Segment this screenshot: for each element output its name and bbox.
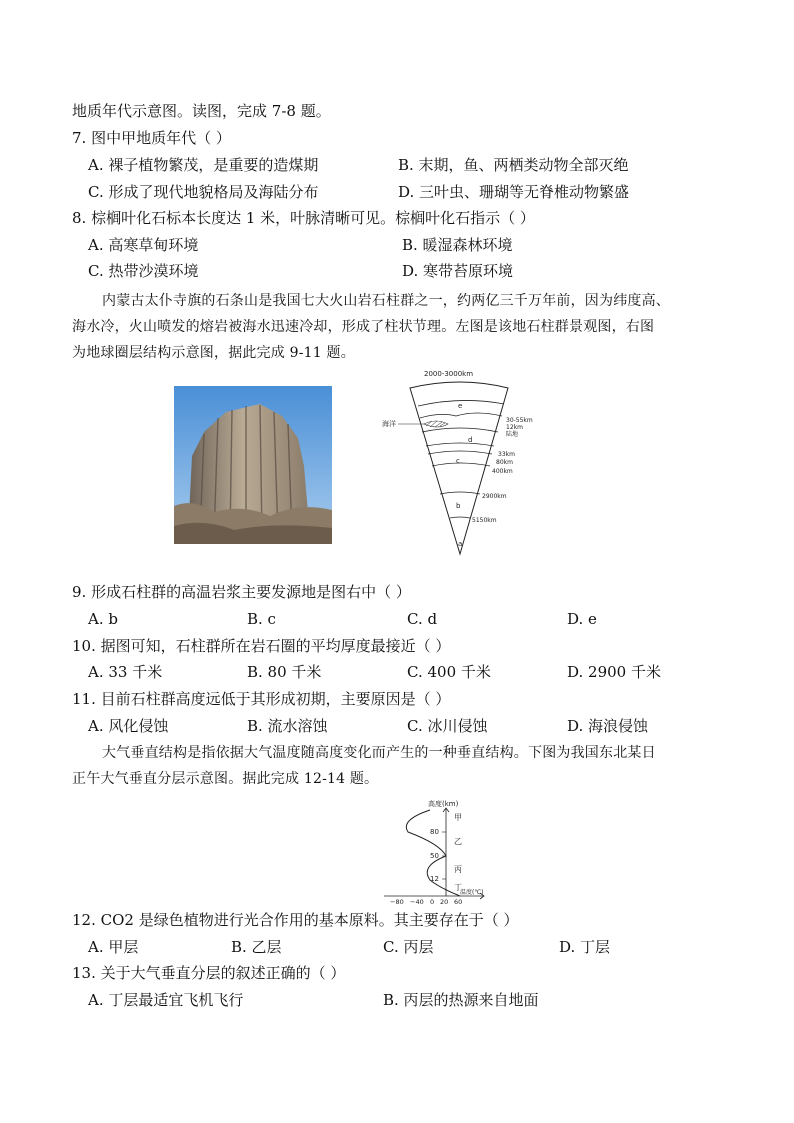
depth-80km: 80km xyxy=(496,459,513,466)
q13-stem: 13. 关于大气垂直分层的叙述正确的（ ） xyxy=(72,964,346,982)
temp-tick-60: 60 xyxy=(454,898,463,904)
passage-1 xyxy=(72,288,732,366)
q12-option-c: C. 丙层 xyxy=(383,938,434,956)
q10-option-c: C. 400 千米 xyxy=(407,663,491,681)
q8-stem: 8. 棕榈叶化石标本长度达 1 米，叶脉清晰可见。棕榈叶化石指示（ ） xyxy=(72,209,535,227)
depth-2900km: 2900km xyxy=(482,493,507,500)
depth-5150km: 5150km xyxy=(472,517,497,524)
earth-top-label: 2000-3000km xyxy=(424,370,474,378)
depth-33km: 33km xyxy=(498,451,515,458)
passage-1-line-1: 内蒙古太仆寺旗的石条山是我国七大火山岩石柱群之一，约两亿三千万年前，因为纬度高、 xyxy=(102,293,670,309)
q11-option-c: C. 冰川侵蚀 xyxy=(407,717,488,735)
height-tick-50: 50 xyxy=(430,852,439,860)
q12-option-d: D. 丁层 xyxy=(559,938,611,956)
q10-option-a: A. 33 千米 xyxy=(88,663,163,681)
q13-option-a: A. 丁层最适宜飞机飞行 xyxy=(88,991,244,1009)
temp-tick-minus-40: −40 xyxy=(410,898,424,904)
q10-option-d: D. 2900 千米 xyxy=(567,663,661,681)
q12-option-b: B. 乙层 xyxy=(231,938,282,956)
passage-1-line-2: 海水冷，火山喷发的熔岩被海水迅速冷却，形成了柱状节理。左图是该地石柱群景观图，右图 xyxy=(72,319,655,335)
atmosphere-diagram xyxy=(380,796,500,904)
layer-a-label: a xyxy=(458,540,463,548)
earth-sphere-diagram xyxy=(380,366,550,562)
q13-option-b: B. 丙层的热源来自地面 xyxy=(383,991,539,1009)
q10-option-b: B. 80 千米 xyxy=(247,663,322,681)
q8-option-b: B. 暖湿森林环境 xyxy=(402,236,513,254)
height-tick-80: 80 xyxy=(430,828,439,836)
height-axis-label: 高度(km) xyxy=(428,800,459,808)
q9-option-d: D. e xyxy=(567,610,597,628)
temp-tick-minus-80: −80 xyxy=(390,898,404,904)
height-tick-12: 12 xyxy=(430,875,439,883)
basalt-column-photo xyxy=(174,386,332,544)
layer-d-label: d xyxy=(468,436,473,444)
intro-fragment: 地质年代示意图。读图，完成 7-8 题。 xyxy=(72,102,331,120)
layer-yi-label: 乙 xyxy=(454,837,462,846)
layer-b-label: b xyxy=(456,502,461,510)
q8-option-d: D. 寒带苔原环境 xyxy=(402,262,514,280)
depth-12km: 12km xyxy=(506,424,523,431)
q7-option-a: A. 裸子植物繁茂，是重要的造煤期 xyxy=(88,156,319,174)
q11-option-d: D. 海浪侵蚀 xyxy=(567,717,649,735)
layer-c-label: c xyxy=(456,457,460,465)
q11-option-b: B. 流水溶蚀 xyxy=(247,717,328,735)
layer-bing-label: 丙 xyxy=(454,865,462,874)
passage-2 xyxy=(72,740,732,792)
q11-option-a: A. 风化侵蚀 xyxy=(88,717,169,735)
temperature-axis-label: 温度(℃) xyxy=(460,889,484,896)
q11-stem: 11. 目前石柱群高度远低于其形成初期，主要原因是（ ） xyxy=(72,690,451,708)
passage-2-line-2: 正午大气垂直分层示意图。据此完成 12-14 题。 xyxy=(72,771,379,787)
q12-option-a: A. 甲层 xyxy=(88,938,139,956)
q9-option-a: A. b xyxy=(88,610,118,628)
depth-30-55km: 30-55km xyxy=(506,417,533,424)
q8-option-a: A. 高寒草甸环境 xyxy=(88,236,199,254)
layer-ding-label: 丁 xyxy=(454,883,462,892)
passage-1-line-3: 为地球圈层结构示意图，据此完成 9-11 题。 xyxy=(72,345,355,361)
q10-stem: 10. 据图可知，石柱群所在岩石圈的平均厚度最接近（ ） xyxy=(72,637,451,655)
q7-stem: 7. 图中甲地质年代（ ） xyxy=(72,129,231,147)
layer-e-label: e xyxy=(458,402,463,410)
depth-400km: 400km xyxy=(492,468,513,475)
q7-option-b: B. 末期，鱼、两栖类动物全部灭绝 xyxy=(398,156,629,174)
q12-stem: 12. CO2 是绿色植物进行光合作用的基本原料。其主要存在于（ ） xyxy=(72,911,519,929)
q9-option-c: C. d xyxy=(407,610,438,628)
q9-option-b: B. c xyxy=(247,610,276,628)
q8-option-c: C. 热带沙漠环境 xyxy=(88,262,199,280)
layer-jia-label: 甲 xyxy=(454,813,462,822)
q9-stem: 9. 形成石柱群的高温岩浆主要发源地是图右中（ ） xyxy=(72,583,411,601)
passage-2-line-1: 大气垂直结构是指依据大气温度随高度变化而产生的一种垂直结构。下图为我国东北某日 xyxy=(102,745,656,761)
land-label: 陆地 xyxy=(506,431,519,438)
q7-option-c: C. 形成了现代地貌格局及海陆分布 xyxy=(88,183,319,201)
ocean-label: 海洋 xyxy=(382,420,396,428)
q7-option-d: D. 三叶虫、珊瑚等无脊椎动物繁盛 xyxy=(398,183,630,201)
temp-tick-0: 0 xyxy=(430,898,435,904)
temp-tick-20: 20 xyxy=(440,898,449,904)
